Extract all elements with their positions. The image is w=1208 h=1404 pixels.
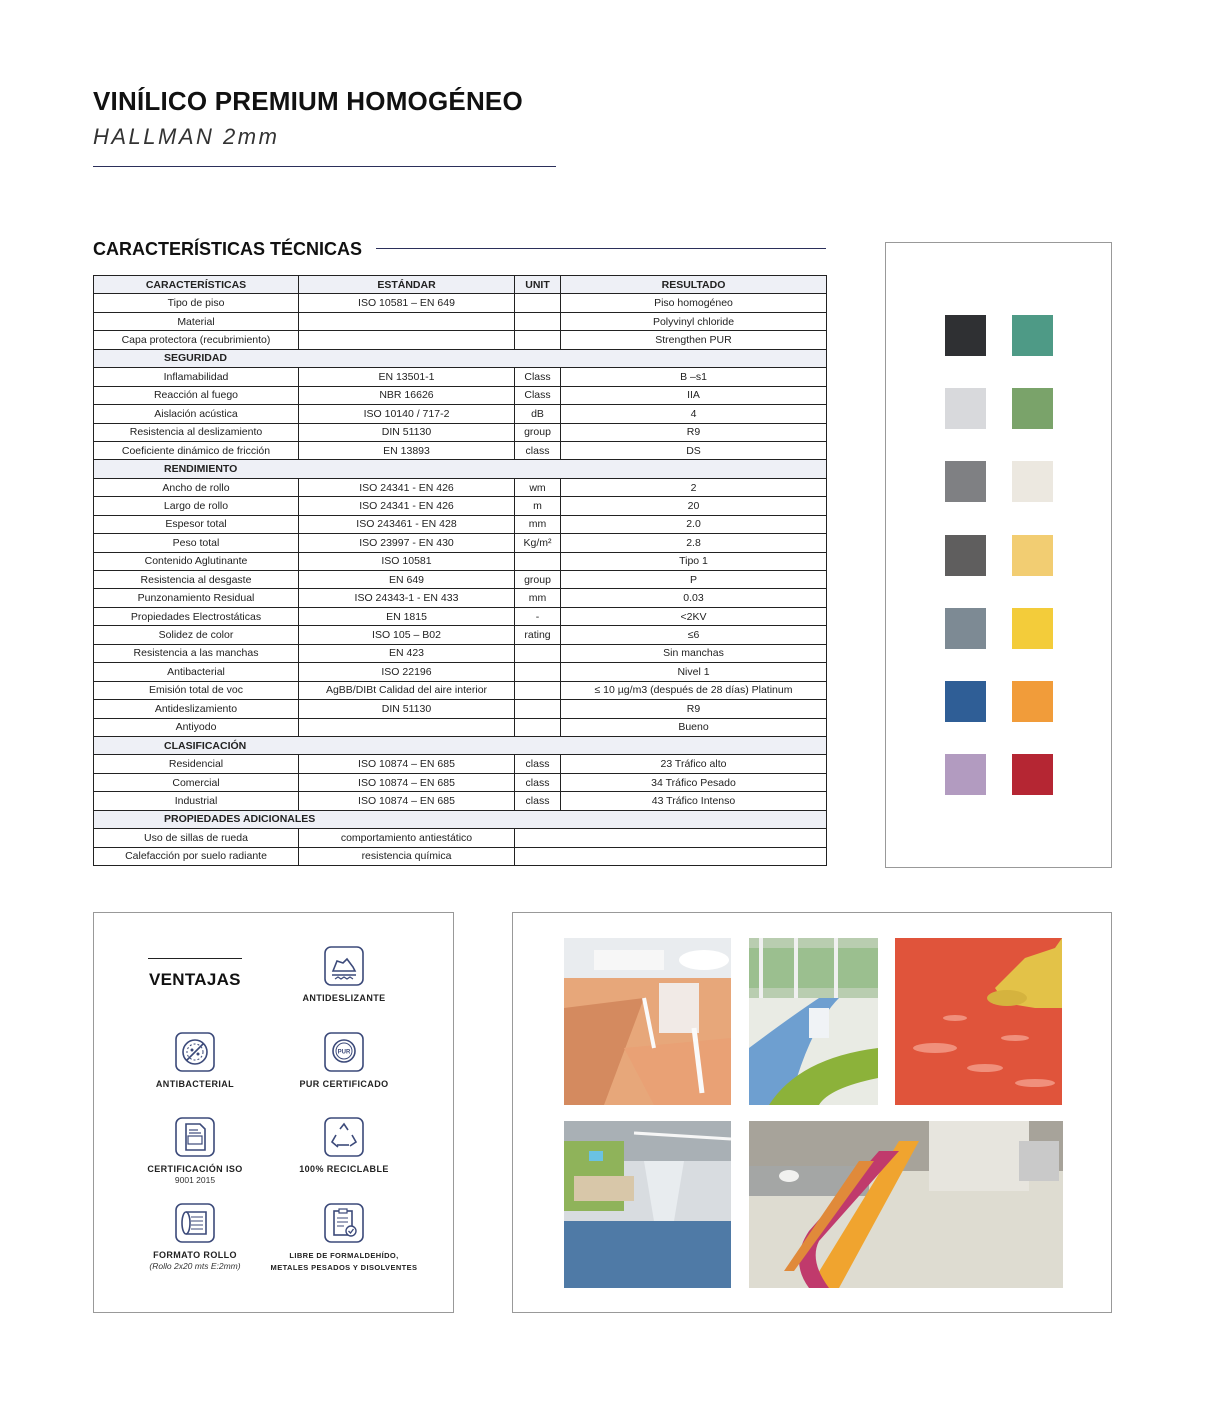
- table-cell: Calefacción por suelo radiante: [94, 847, 299, 865]
- table-cell: [299, 331, 515, 349]
- table-row: [94, 312, 827, 330]
- table-cell: ≤6: [561, 626, 827, 644]
- table-cell: 43 Tráfico Intenso: [561, 792, 827, 810]
- table-cell: [515, 663, 561, 681]
- table-cell: class: [515, 773, 561, 791]
- table-cell: -: [515, 607, 561, 625]
- table-cell: [515, 847, 827, 865]
- table-row: [94, 405, 827, 423]
- color-swatch: [1012, 388, 1053, 429]
- table-cell: [515, 552, 561, 570]
- table-cell: wm: [515, 478, 561, 496]
- table-row: [94, 755, 827, 773]
- table-cell: Reacción al fuego: [94, 386, 299, 404]
- color-swatch: [945, 388, 986, 429]
- specs-table: [93, 275, 827, 866]
- svg-text:PUR: PUR: [337, 1049, 351, 1056]
- feature-label: PUR CERTIFICADO: [299, 1079, 389, 1089]
- column-header: ESTÁNDAR: [299, 276, 515, 294]
- roll-icon: [174, 1202, 216, 1244]
- feature-formato-rollo: [120, 1202, 270, 1271]
- table-cell: Largo de rollo: [94, 497, 299, 515]
- table-cell: ISO 10581 – EN 649: [299, 294, 515, 312]
- table-row: [94, 718, 827, 736]
- table-cell: Propiedades Electrostáticas: [94, 607, 299, 625]
- table-row: [94, 663, 827, 681]
- table-row: [94, 552, 827, 570]
- table-cell: class: [515, 755, 561, 773]
- photo-window-hall-curved-floor: [749, 938, 878, 1105]
- table-cell: Espesor total: [94, 515, 299, 533]
- table-cell: 0.03: [561, 589, 827, 607]
- color-swatch: [1012, 535, 1053, 576]
- table-cell: ISO 10874 – EN 685: [299, 773, 515, 791]
- column-header: RESULTADO: [561, 276, 827, 294]
- table-cell: Resistencia al desgaste: [94, 571, 299, 589]
- table-cell: R9: [561, 700, 827, 718]
- table-cell: DS: [561, 441, 827, 459]
- table-cell: Resistencia a las manchas: [94, 644, 299, 662]
- table-cell: 23 Tráfico alto: [561, 755, 827, 773]
- table-cell: Coeficiente dinámico de fricción: [94, 441, 299, 459]
- feature-pur-certificado: [269, 1031, 419, 1089]
- table-cell: Ancho de rollo: [94, 478, 299, 496]
- table-cell: <2KV: [561, 607, 827, 625]
- table-cell: AgBB/DIBt Calidad del aire interior: [299, 681, 515, 699]
- photo-lobby-floor-curves: [749, 1121, 1063, 1288]
- table-row: [94, 626, 827, 644]
- table-cell: Polyvinyl chloride: [561, 312, 827, 330]
- table-cell: Industrial: [94, 792, 299, 810]
- color-swatch: [945, 608, 986, 649]
- table-cell: Sin manchas: [561, 644, 827, 662]
- anti-slip-shoe-icon: [323, 945, 365, 987]
- feature-sublabel: 9001 2015: [174, 1175, 216, 1185]
- table-cell: ISO 24341 - EN 426: [299, 478, 515, 496]
- table-row: [94, 331, 827, 349]
- feature-antideslizante: [269, 945, 419, 1003]
- color-swatch: [1012, 681, 1053, 722]
- table-row: [94, 423, 827, 441]
- table-section-heading: PROPIEDADES ADICIONALES: [94, 810, 827, 828]
- table-cell: EN 1815: [299, 607, 515, 625]
- color-swatch: [1012, 608, 1053, 649]
- table-row: [94, 515, 827, 533]
- table-section-heading: RENDIMIENTO: [94, 460, 827, 478]
- page-title: VINÍLICO PREMIUM HOMOGÉNEO: [93, 86, 523, 116]
- photo-hospital-corridor-blue: [564, 1121, 731, 1288]
- table-cell: [515, 681, 561, 699]
- table-cell: ISO 10874 – EN 685: [299, 755, 515, 773]
- feature-libre-formaldehido: [269, 1202, 419, 1274]
- table-row: [94, 497, 827, 515]
- table-cell: dB: [515, 405, 561, 423]
- color-swatch: [1012, 461, 1053, 502]
- specs-section-title: CARACTERÍSTICAS TÉCNICAS: [93, 239, 363, 259]
- iso-document-icon: [174, 1116, 216, 1158]
- ventajas-title: VENTAJAS: [149, 970, 241, 989]
- table-cell: ISO 22196: [299, 663, 515, 681]
- table-cell: 2: [561, 478, 827, 496]
- table-cell: Capa protectora (recubrimiento): [94, 331, 299, 349]
- table-cell: Uso de sillas de rueda: [94, 829, 299, 847]
- ventajas-divider: [148, 958, 242, 959]
- table-row: [94, 607, 827, 625]
- table-cell: Antibacterial: [94, 663, 299, 681]
- table-cell: Residencial: [94, 755, 299, 773]
- table-row: [94, 534, 827, 552]
- feature-label: 100% RECICLABLE: [299, 1164, 389, 1174]
- photo-wet-orange-floor-boot: [895, 938, 1062, 1105]
- table-cell: R9: [561, 423, 827, 441]
- color-swatch: [945, 535, 986, 576]
- ventajas-panel: [93, 912, 454, 1313]
- table-cell: Nivel 1: [561, 663, 827, 681]
- column-header: UNIT: [515, 276, 561, 294]
- photo-classroom-orange-floor: [564, 938, 731, 1105]
- table-cell: Kg/m²: [515, 534, 561, 552]
- table-cell: DIN 51130: [299, 423, 515, 441]
- table-header-row: [94, 276, 827, 294]
- table-cell: [515, 829, 827, 847]
- table-section-heading: SEGURIDAD: [94, 349, 827, 367]
- table-cell: 2.8: [561, 534, 827, 552]
- table-cell: EN 649: [299, 571, 515, 589]
- feature-label: ANTIDESLIZANTE: [302, 993, 386, 1003]
- table-cell: Contenido Aglutinante: [94, 552, 299, 570]
- table-row: [94, 571, 827, 589]
- table-section-row: [94, 349, 827, 367]
- color-swatch: [945, 754, 986, 795]
- table-row: [94, 368, 827, 386]
- table-cell: rating: [515, 626, 561, 644]
- table-cell: Class: [515, 368, 561, 386]
- feature-label: CERTIFICACIÓN ISO: [147, 1164, 243, 1174]
- feature-label: ANTIBACTERIAL: [155, 1079, 235, 1089]
- table-cell: Aislación acústica: [94, 405, 299, 423]
- table-cell: DIN 51130: [299, 700, 515, 718]
- table-row: [94, 441, 827, 459]
- recycle-icon: [323, 1116, 365, 1158]
- table-cell: ISO 10874 – EN 685: [299, 792, 515, 810]
- table-cell: Bueno: [561, 718, 827, 736]
- table-cell: group: [515, 423, 561, 441]
- table-cell: B –s1: [561, 368, 827, 386]
- color-swatch: [1012, 315, 1053, 356]
- table-cell: ISO 243461 - EN 428: [299, 515, 515, 533]
- table-cell: ISO 24341 - EN 426: [299, 497, 515, 515]
- table-cell: P: [561, 571, 827, 589]
- pur-badge-icon: [323, 1031, 365, 1073]
- table-cell: Inflamabilidad: [94, 368, 299, 386]
- table-cell: comportamiento antiestático: [299, 829, 515, 847]
- table-row: [94, 773, 827, 791]
- table-row: [94, 829, 827, 847]
- table-cell: Piso homogéneo: [561, 294, 827, 312]
- table-cell: group: [515, 571, 561, 589]
- table-cell: ISO 24343-1 - EN 433: [299, 589, 515, 607]
- page-subtitle: HALLMAN 2mm: [93, 124, 280, 149]
- table-cell: Solidez de color: [94, 626, 299, 644]
- table-cell: Emisión total de voc: [94, 681, 299, 699]
- table-row: [94, 847, 827, 865]
- table-cell: ISO 10581: [299, 552, 515, 570]
- table-row: [94, 294, 827, 312]
- table-cell: Comercial: [94, 773, 299, 791]
- color-swatch: [945, 315, 986, 356]
- table-row: [94, 386, 827, 404]
- table-cell: [515, 312, 561, 330]
- title-divider: [93, 166, 556, 167]
- feature-reciclable: [269, 1116, 419, 1174]
- table-cell: 20: [561, 497, 827, 515]
- feature-sublabel: METALES PESADOS Y DISOLVENTES: [270, 1263, 418, 1272]
- table-cell: 34 Tráfico Pesado: [561, 773, 827, 791]
- table-cell: ISO 10140 / 717-2: [299, 405, 515, 423]
- checklist-icon: [323, 1202, 365, 1244]
- feature-certificacion-iso: [120, 1116, 270, 1185]
- table-section-heading: CLASIFICACIÓN: [94, 736, 827, 754]
- table-row: [94, 792, 827, 810]
- table-cell: 4: [561, 405, 827, 423]
- feature-sublabel: (Rollo 2x20 mts E:2mm): [149, 1261, 241, 1271]
- photo-gallery-panel: [512, 912, 1112, 1313]
- color-swatch: [945, 681, 986, 722]
- table-row: [94, 644, 827, 662]
- table-cell: Class: [515, 386, 561, 404]
- table-cell: ≤ 10 µg/m3 (después de 28 días) Platinum: [561, 681, 827, 699]
- color-swatch: [1012, 754, 1053, 795]
- column-header: CARACTERÍSTICAS: [94, 276, 299, 294]
- table-cell: Material: [94, 312, 299, 330]
- table-row: [94, 589, 827, 607]
- table-cell: Strengthen PUR: [561, 331, 827, 349]
- table-cell: Tipo 1: [561, 552, 827, 570]
- color-swatch-panel: [885, 242, 1112, 868]
- table-cell: EN 423: [299, 644, 515, 662]
- table-section-row: [94, 810, 827, 828]
- table-cell: Resistencia al deslizamiento: [94, 423, 299, 441]
- table-row: [94, 681, 827, 699]
- table-cell: [515, 718, 561, 736]
- table-cell: EN 13501-1: [299, 368, 515, 386]
- table-section-row: [94, 736, 827, 754]
- table-cell: m: [515, 497, 561, 515]
- table-cell: [299, 312, 515, 330]
- table-cell: Tipo de piso: [94, 294, 299, 312]
- table-cell: Punzonamiento Residual: [94, 589, 299, 607]
- table-row: [94, 478, 827, 496]
- table-cell: EN 13893: [299, 441, 515, 459]
- table-cell: [299, 718, 515, 736]
- table-cell: class: [515, 792, 561, 810]
- antibacterial-icon: [174, 1031, 216, 1073]
- table-cell: class: [515, 441, 561, 459]
- table-cell: [515, 294, 561, 312]
- table-cell: mm: [515, 589, 561, 607]
- table-cell: ISO 23997 - EN 430: [299, 534, 515, 552]
- table-cell: ISO 105 – B02: [299, 626, 515, 644]
- table-cell: resistencia química: [299, 847, 515, 865]
- table-cell: Antideslizamiento: [94, 700, 299, 718]
- specs-section-divider: [376, 248, 826, 249]
- feature-antibacterial: [120, 1031, 270, 1089]
- table-section-row: [94, 460, 827, 478]
- table-row: [94, 700, 827, 718]
- color-swatch: [945, 461, 986, 502]
- table-cell: [515, 700, 561, 718]
- feature-label: FORMATO ROLLO: [153, 1250, 237, 1260]
- table-cell: Antiyodo: [94, 718, 299, 736]
- table-cell: [515, 331, 561, 349]
- table-cell: mm: [515, 515, 561, 533]
- table-cell: [515, 644, 561, 662]
- table-cell: IIA: [561, 386, 827, 404]
- feature-label: LIBRE DE FORMALDEHÍDO,: [289, 1251, 399, 1260]
- table-cell: 2.0: [561, 515, 827, 533]
- table-cell: Peso total: [94, 534, 299, 552]
- table-cell: NBR 16626: [299, 386, 515, 404]
